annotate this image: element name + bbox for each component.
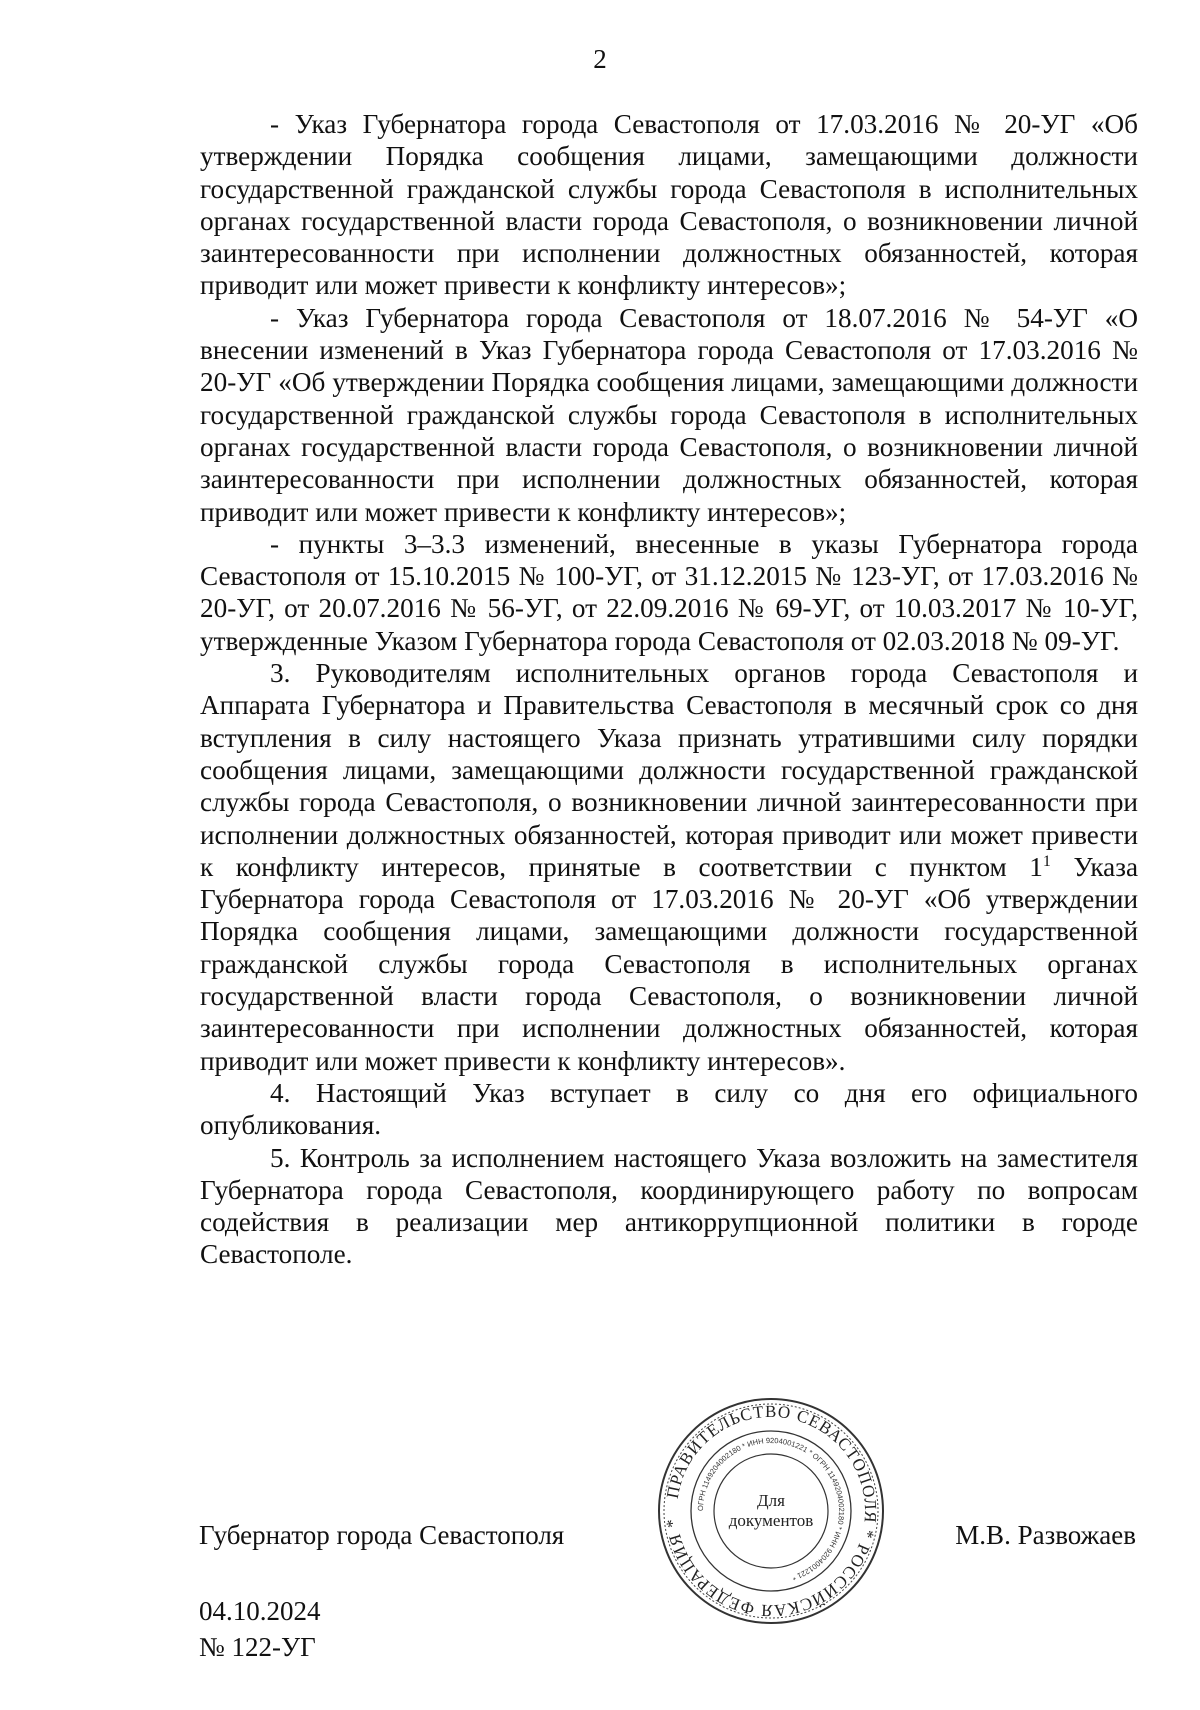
seal-inner-text: ОГРН 1149204002180 * ИНН 9204001221 * ОГРН 1149204002180 * ИНН 9204001221 * (695, 1435, 847, 1583)
seal-center-line-2: документов (728, 1511, 814, 1530)
list-item-decree-20: - Указ Губернатора города Севастополя от 17.03.2016 № 20-УГ «Об утверждении Порядка сообщения лицами, замещающими должности государственной гражданской службы города Севастополя в исполнительных органах государственной власти города Севастополя, о возникновении личной заинтересованности при исполнении должностных обязанностей, которая приводит или может привести к конфликту интересов»; (200, 109, 1138, 301)
decree-number: № 122-УГ (199, 1632, 316, 1662)
signatory-position: Губернатор города Севастополя (199, 1520, 565, 1550)
clause-5: 5. Контроль за исполнением настоящего Указа возложить на заместителя Губернатора города Севастополя, координирующего работу по вопросам содействия в реализации мер антикоррупционной политики в городе Севастополе. (200, 1142, 1138, 1270)
clause-3-text-start: 3. Руководителям исполнительных органов города Севастополя и Аппарата Губернатора и Правительства Севастополя в месячный срок со дня вступления в силу настоящего Указа признать утратившими силу порядки сообщения лицами, замещающими должности государственной гражданской службы города Севастополя, о возникновении личной заинтересованности при исполнении должностных обязанностей, которая приводит или может привести к конфликту интересов, принятые в соответствии с пунктом 1 (200, 658, 1138, 882)
clause-3 (200, 657, 1138, 1077)
list-item-decree-54: - Указ Губернатора города Севастополя от 18.07.2016 № 54-УГ «О внесении изменений в Указ Губернатора города Севастополя от 17.03.2016 № 20-УГ «Об утверждении Порядка сообщения лицами, замещающими должности государственной гражданской службы города Севастополя в исполнительных органах государственной власти города Севастополя, о возникновении личной заинтересованности при исполнении должностных обязанностей, которая приводит или может привести к конфликту интересов»; (200, 302, 1138, 527)
seal-outer-text: ПРАВИТЕЛЬСТВО СЕВАСТОПОЛЯ * РОССИЙСКАЯ ФЕДЕРАЦИЯ * (662, 1401, 881, 1621)
signatory-name: М.В. Развожаев (955, 1520, 1136, 1550)
document-body (200, 108, 1138, 1271)
decree-date: 04.10.2024 (199, 1596, 321, 1626)
seal-center-line-1: Для (757, 1491, 785, 1510)
seal-stamp-icon (656, 1396, 886, 1626)
clause-4: 4. Настоящий Указ вступает в силу со дня его официального опубликования. (200, 1077, 1138, 1141)
page-number: 2 (593, 44, 607, 74)
list-item-amendments: - пункты 3–3.3 изменений, внесенные в указы Губернатора города Севастополя от 15.10.2015 № 100-УГ, от 31.12.2015 № 123-УГ, от 17.03.2016 № 20-УГ, от 20.07.2016 № 56-УГ, от 22.09.2016 № 69-УГ, от 10.03.2017 № 10-УГ, утвержденные Указом Губернатора города Севастополя от 02.03.2018 № 09-УГ. (200, 528, 1138, 656)
clause-3-superscript: 1 (1042, 852, 1051, 870)
clause-3-text-end: Указа Губернатора города Севастополя от 17.03.2016 № 20-УГ «Об утверждении Порядка сообщения лицами, замещающими должности государственной гражданской службы города Севастополя в исполнительных органах государственной власти города Севастополя, о возникновении личной заинтересованности при исполнении должностных обязанностей, которая приводит или может привести к конфликту интересов». (200, 851, 1139, 1076)
official-seal (656, 1396, 886, 1626)
